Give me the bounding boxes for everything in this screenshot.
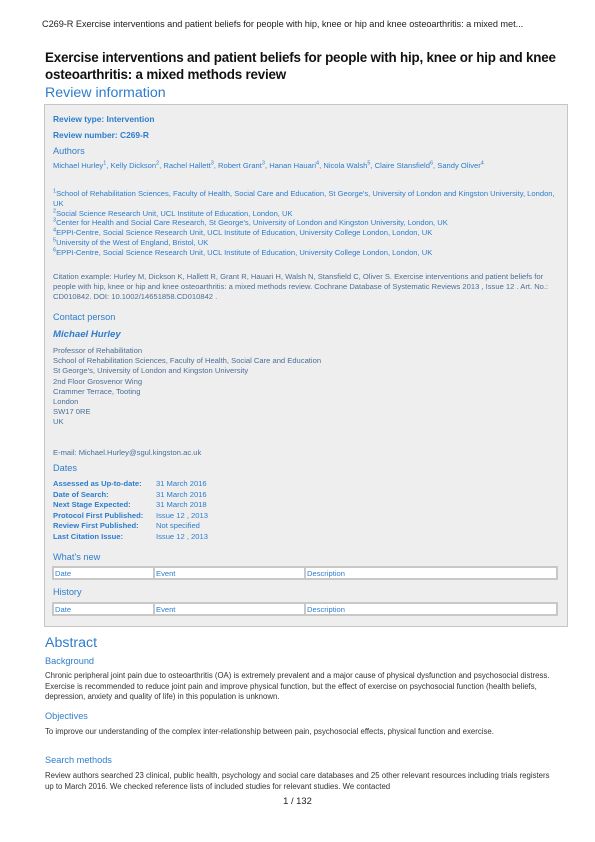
abstract-heading: Abstract [45,635,98,651]
contact-address [53,346,321,428]
affiliation-text: Center for Health and Social Care Research, St George's, University of London and Kingston University, London, UK [56,218,448,228]
whats-new-heading: What's new [53,552,101,562]
author-name: Robert Grant [217,161,262,170]
dates-table [53,479,208,543]
author-name: Hanan Hauari [269,161,317,170]
affiliation-mark: 5 [53,237,57,244]
author-name: Nicola Walsh [323,161,368,170]
review-information-heading: Review information [45,85,166,101]
affiliation-mark: 3 [53,217,57,224]
table-row [53,567,557,579]
page-number: 1 / 132 [283,795,312,806]
affiliation-item [53,228,563,238]
date-label: Last Citation Issue: [53,531,124,541]
author-affiliation-mark: 4 [316,160,320,167]
date-label: Protocol First Published: [53,510,144,520]
author-affiliation-mark: 4 [480,160,484,167]
author-name: Sandy Oliver [437,161,481,170]
author-affiliation-mark: 2 [156,160,160,167]
authors-heading: Authors [53,146,85,156]
column-header-description: Description [305,567,557,579]
background-text: Chronic peripheral joint pain due to osteoarthritis (OA) is extremely prevalent and a major cause of physical dysfunction and psychosocial distress. Exercise is recommended to reduce joint pain and improve physical function, but the effect of exercise on psychosocial function (health beliefs, depression, anxiety and quality of life) in this population is unknown. [45,671,550,702]
date-value: 31 March 2016 [156,479,207,488]
affiliation-item [53,248,563,258]
history-heading: History [53,587,82,597]
date-value: 31 March 2016 [156,489,207,499]
address-line: St George's, University of London and Kingston University [53,366,249,376]
review-number: Review number: C269-R [53,130,149,140]
affiliation-item [53,238,563,248]
affiliation-text: University of the West of England, Bristol, UK [56,237,209,247]
date-label: Next Stage Expected: [53,500,131,510]
address-line: Professor of Rehabilitation [53,346,143,355]
address-line: SW17 0RE [53,407,91,417]
address-line: UK [53,417,64,427]
affiliation-item [53,189,563,209]
affiliation-mark: 4 [53,227,57,234]
address-line: School of Rehabilitation Sciences, Faculty of Health, Social Care and Education [53,356,322,366]
objectives-text: To improve our understanding of the complex inter-relationship between pain, psychosocial effects, physical function and exercise. [45,727,494,736]
affiliation-text: Social Science Research Unit, UCL Institute of Education, London, UK [56,208,293,218]
review-information-box [44,104,568,627]
column-header-event: Event [154,567,305,579]
affiliation-mark: 1 [53,188,57,195]
affiliation-text: EPPI-Centre, Social Science Research Unit, UCL Institute of Education, University College London, London, UK [56,247,433,257]
address-line: 2nd Floor Grosvenor Wing [53,376,143,386]
affiliation-item [53,209,563,219]
address-line: Crammer Terrace, Tooting [53,386,141,396]
author-affiliation-mark: 3 [210,160,214,167]
date-value: Not specified [156,521,200,531]
contact-name: Michael Hurley [53,329,121,340]
author-affiliation-mark: 5 [367,160,371,167]
affiliations-list [53,189,563,258]
affiliation-mark: 6 [53,247,57,254]
search-methods-heading: Search methods [45,755,112,765]
citation-example: Citation example: Hurley M, Dickson K, Hallett R, Grant R, Hauari H, Walsh N, Stansfield C, Oliver S. Exercise interventions and patient beliefs for people with hip, knee or hip and knee osteoarthritis: a mixed methods review. Cochrane Database of Systematic Reviews 2013 , Issue 12 . Art. No.: CD010842. DOI: 10.1002/14651858.CD010842 . [53,272,549,302]
column-header-description: Description [305,603,557,615]
review-type: Review type: Intervention [53,114,155,124]
table-row [53,532,208,543]
dates-heading: Dates [53,463,78,473]
author-name: Rachel Hallett [163,161,211,170]
address-line: London [53,397,79,407]
table-row [53,479,208,490]
affiliation-text: EPPI-Centre, Social Science Research Unit, UCL Institute of Education, University College London, London, UK [56,228,433,238]
table-row [53,500,208,511]
contact-heading: Contact person [53,312,116,322]
column-header-event: Event [154,603,305,615]
affiliation-mark: 2 [53,208,57,215]
contact-email[interactable]: E-mail: Michael.Hurley@sgul.kingston.ac.uk [53,448,202,457]
affiliation-item [53,218,563,228]
author-name: Michael Hurley [53,161,104,170]
search-methods-text: Review authors searched 23 clinical, public health, psychology and social care databases and 25 other relevant resources including trials registers up to March 2016. We checked reference lists of included studies for relevant studies. We contacted [45,771,550,791]
running-header: C269-R Exercise interventions and patient beliefs for people with hip, knee or hip and knee osteoarthritis: a mixed met... [42,19,524,29]
author-name: Kelly Dickson [110,161,157,170]
column-header-date: Date [53,567,154,579]
date-label: Review First Published: [53,521,139,531]
table-row [53,603,557,615]
objectives-heading: Objectives [45,711,88,721]
author-name: Claire Stansfield [374,161,430,170]
date-value: 31 March 2018 [156,500,207,510]
date-value: Issue 12 , 2013 [156,510,208,520]
date-label: Date of Search: [53,489,109,499]
background-heading: Background [45,656,95,666]
author-affiliation-mark: 3 [261,160,265,167]
affiliation-text: School of Rehabilitation Sciences, Faculty of Health, Social Care and Education, St George's, University of London and Kingston University, London, UK [53,189,555,208]
history-table [52,602,558,616]
author-affiliation-mark: 6 [429,160,434,167]
date-value: Issue 12 , 2013 [156,531,208,541]
table-row [53,521,208,532]
author-affiliation-mark: 1 [103,160,107,167]
table-row [53,490,208,501]
whats-new-table [52,566,558,580]
date-label: Assessed as Up-to-date: [53,479,142,488]
document-title: Exercise interventions and patient beliefs for people with hip, knee or hip and knee osteoarthritis: a mixed methods review [45,50,556,82]
authors-list: Michael Hurley$^1$, Kelly Dickson$^2$, Rachel Hallett$^3$, Robert Grant$^3$, Hanan Hauari$^4$, Nicola Walsh$^5$, Claire Stansfield$^6$, Sandy Oliver$^4$ [53,160,484,170]
column-header-date: Date [53,603,154,615]
table-row [53,511,208,522]
